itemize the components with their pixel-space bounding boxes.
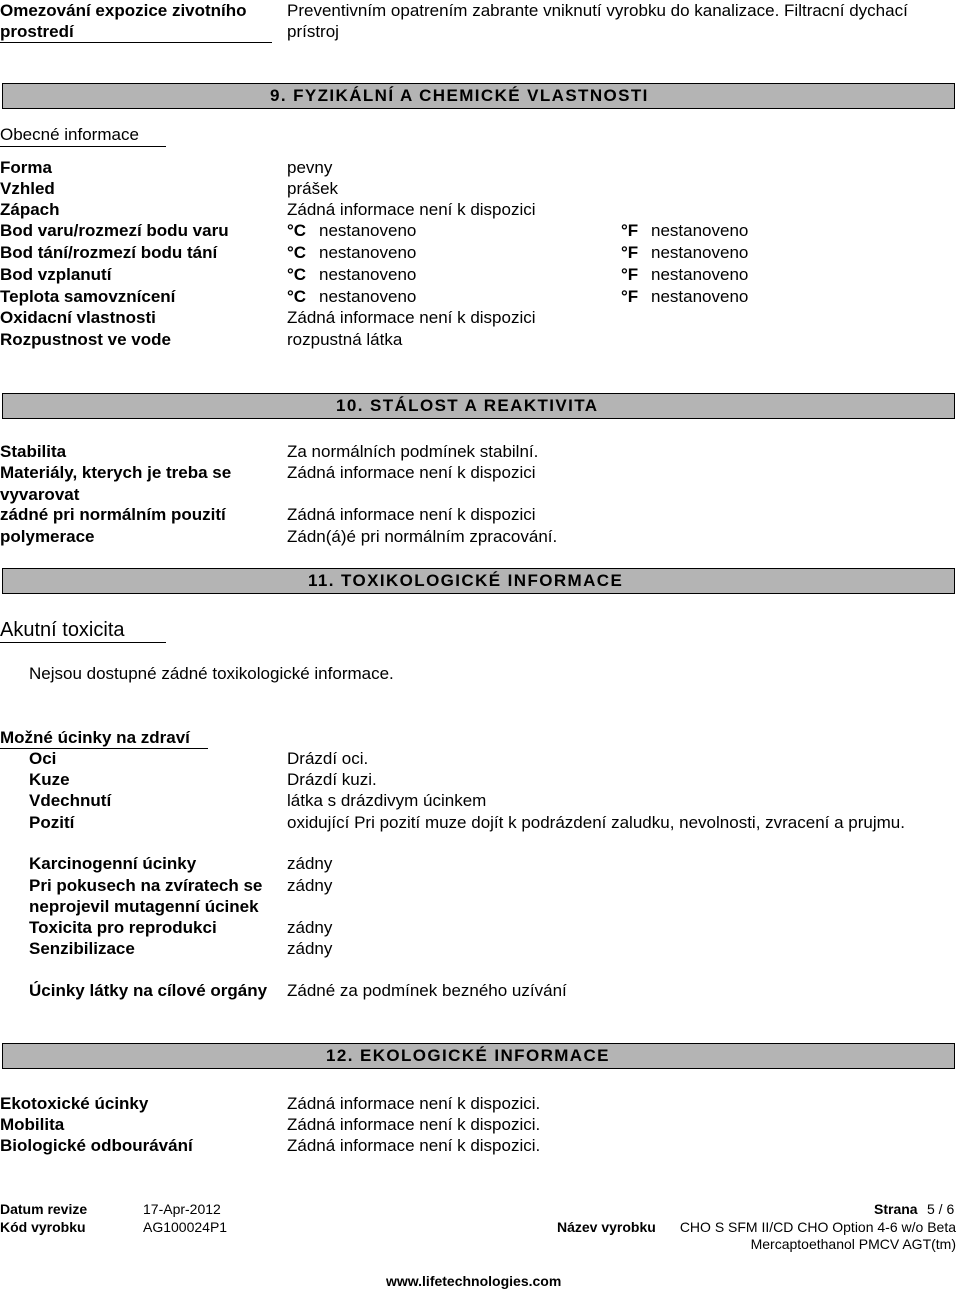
health-label: Oci: [29, 749, 57, 768]
toxicity-value: zádny: [287, 918, 333, 937]
stability-label: zádné pri normálním pouzití: [0, 505, 226, 524]
eco-label: Biologické odbourávání: [0, 1136, 193, 1155]
toxicity-label: Karcinogenní úcinky: [29, 854, 197, 873]
health-value: Drázdí kuzi.: [287, 770, 377, 789]
section-10-title: 10. STÁLOST A REAKTIVITA: [336, 396, 599, 415]
product-code-label: Kód vyrobku: [0, 1219, 86, 1235]
toxicity-label: neprojevil mutagenní úcinek: [29, 897, 259, 916]
health-label: Pozití: [29, 813, 75, 832]
celsius-value: nestanoveno: [319, 243, 417, 262]
property-label: Teplota samovznícení: [0, 287, 176, 306]
heading-underline: [0, 146, 166, 147]
target-organ-value: Zádné za podmínek bezného uzívání: [287, 981, 567, 1000]
property-label: Zápach: [0, 200, 60, 219]
label-underline: [0, 42, 272, 43]
stability-value: Zádná informace není k dispozici: [287, 463, 536, 482]
fahrenheit-value: nestanoveno: [651, 243, 749, 262]
property-value: pevny: [287, 158, 333, 177]
revision-date-value: 17-Apr-2012: [143, 1201, 221, 1217]
toxicity-value: zádny: [287, 854, 333, 873]
website-link[interactable]: www.lifetechnologies.com: [386, 1273, 562, 1289]
environment-exposure-label: Omezování expozice zivotního prostredí: [0, 1, 247, 41]
property-value: Zádná informace není k dispozici: [287, 200, 536, 219]
health-value: oxidující Pri pozití muze dojít k podrázdení zaludku, nevolnosti, zvracení a prujmu.: [287, 813, 905, 832]
eco-value: Zádná informace není k dispozici.: [287, 1094, 541, 1113]
stability-value: Zádná informace není k dispozici: [287, 505, 536, 524]
toxicity-label: Pri pokusech na zvíratech se: [29, 876, 263, 895]
page-number: 5 / 6: [927, 1201, 955, 1217]
health-label: Vdechnutí: [29, 791, 112, 810]
product-code-value: AG100024P1: [143, 1219, 228, 1235]
target-organ-label: Úcinky látky na cílové orgány: [29, 981, 268, 1000]
toxicity-value: zádny: [287, 939, 333, 958]
environment-exposure-value: Preventivním opatrením zabrante vniknutí vyrobku do kanalizace. Filtracní dychací prístroj: [287, 1, 908, 41]
toxicity-label: Senzibilizace: [29, 939, 135, 958]
acute-toxicity-heading: Akutní toxicita: [0, 619, 125, 641]
celsius-value: nestanoveno: [319, 265, 417, 284]
page-label: Strana: [874, 1201, 918, 1217]
celsius-value: nestanoveno: [319, 221, 417, 240]
property-label: Bod vzplanutí: [0, 265, 112, 284]
property-value: Zádná informace není k dispozici: [287, 308, 536, 327]
stability-label: polymerace: [0, 527, 95, 546]
section-11-title: 11. TOXIKOLOGICKÉ INFORMACE: [308, 571, 624, 590]
property-label: Bod varu/rozmezí bodu varu: [0, 221, 229, 240]
section-12-title: 12. EKOLOGICKÉ INFORMACE: [326, 1046, 610, 1065]
property-value: rozpustná látka: [287, 330, 403, 349]
stability-label: Stabilita: [0, 442, 67, 461]
stability-label: vyvarovat: [0, 485, 80, 504]
celsius-unit: °C: [287, 287, 307, 306]
revision-date-label: Datum revize: [0, 1201, 88, 1217]
property-label: Rozpustnost ve vode: [0, 330, 171, 349]
fahrenheit-value: nestanoveno: [651, 265, 749, 284]
section-9-title: 9. FYZIKÁLNÍ A CHEMICKÉ VLASTNOSTI: [270, 86, 649, 105]
eco-label: Ekotoxické úcinky: [0, 1094, 149, 1113]
property-value: prášek: [287, 179, 339, 198]
property-label: Forma: [0, 158, 52, 177]
celsius-value: nestanoveno: [319, 287, 417, 306]
fahrenheit-value: nestanoveno: [651, 287, 749, 306]
fahrenheit-unit: °F: [621, 243, 639, 262]
stability-value: Za normálních podmínek stabilní.: [287, 442, 539, 461]
celsius-unit: °C: [287, 221, 307, 240]
celsius-unit: °C: [287, 265, 307, 284]
general-info-heading: Obecné informace: [0, 125, 139, 144]
health-value: Drázdí oci.: [287, 749, 369, 768]
acute-toxicity-text: Nejsou dostupné zádné toxikologické informace.: [29, 664, 394, 683]
fahrenheit-unit: °F: [621, 221, 639, 240]
health-label: Kuze: [29, 770, 70, 789]
toxicity-label: Toxicita pro reprodukci: [29, 918, 217, 937]
fahrenheit-unit: °F: [621, 287, 639, 306]
toxicity-value: zádny: [287, 876, 333, 895]
eco-value: Zádná informace není k dispozici.: [287, 1115, 541, 1134]
celsius-unit: °C: [287, 243, 307, 262]
health-value: látka s drázdivym úcinkem: [287, 791, 487, 810]
stability-value: Zádn(á)é pri normálním zpracování.: [287, 527, 558, 546]
heading-underline: [0, 642, 166, 643]
eco-value: Zádná informace není k dispozici.: [287, 1136, 541, 1155]
product-name-value: CHO S SFM II/CD CHO Option 4-6 w/o Beta Mercaptoethanol PMCV AGT(tm): [679, 1219, 956, 1252]
property-label: Bod tání/rozmezí bodu tání: [0, 243, 218, 262]
fahrenheit-value: nestanoveno: [651, 221, 749, 240]
stability-label: Materiály, kterych je treba se: [0, 463, 232, 482]
fahrenheit-unit: °F: [621, 265, 639, 284]
health-effects-heading: Možné úcinky na zdraví: [0, 728, 190, 747]
product-name-label: Název vyrobku: [557, 1219, 656, 1235]
eco-label: Mobilita: [0, 1115, 65, 1134]
property-label: Vzhled: [0, 179, 55, 198]
property-label: Oxidacní vlastnosti: [0, 308, 156, 327]
